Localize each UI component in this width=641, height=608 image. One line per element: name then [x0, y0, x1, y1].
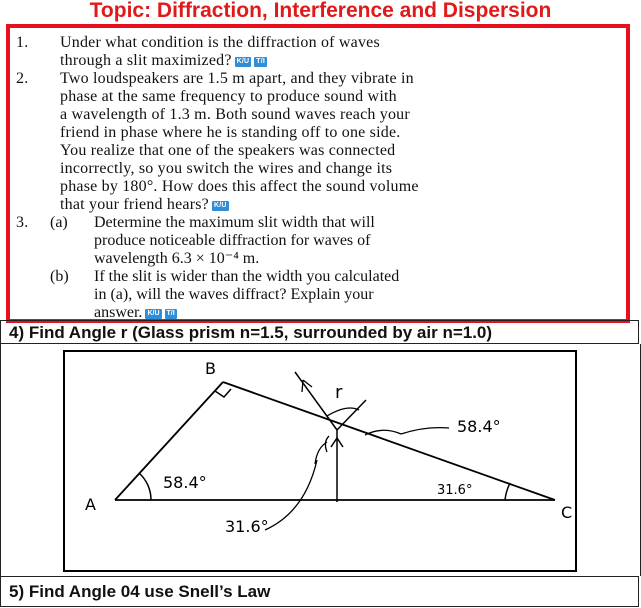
vertex-c-label: C: [561, 503, 573, 522]
normal-extension: [337, 400, 366, 430]
question-line: wavelength 6.3 × 10⁻⁴ m.: [94, 250, 260, 267]
right-angle-marker: [215, 389, 231, 397]
question-line: answer.: [94, 304, 143, 321]
angle-bottom-label: 31.6°: [225, 517, 269, 536]
vertex-a-label: A: [85, 495, 96, 514]
questions-box: [6, 24, 630, 323]
problem-4-figure-cell: [0, 344, 641, 576]
question-line: If the slit is wider than the width you calculated: [94, 268, 400, 285]
question-line-last: [60, 196, 620, 214]
question-line-last: [60, 52, 620, 70]
refracted-ray: [295, 372, 337, 430]
vertex-b-label: B: [205, 359, 216, 378]
angle-a-label: 58.4°: [163, 473, 207, 492]
problem-4-heading: 4) Find Angle r (Glass prism n=1.5, surrounded by air n=1.0): [0, 320, 639, 344]
prism-diagram-frame: [63, 350, 577, 572]
question-number: 2.: [16, 70, 29, 87]
part-label: (b): [50, 268, 69, 285]
question-line: You realize that one of the speakers was connected: [60, 142, 396, 159]
leader-line: [401, 428, 449, 434]
angle-right-label: 58.4°: [457, 417, 501, 436]
question-number: 3.: [16, 214, 29, 231]
prism-diagram: [65, 352, 575, 570]
problem-5-heading: 5) Find Angle 04 use Snell’s Law: [0, 576, 639, 607]
part-label: (a): [50, 214, 68, 231]
angle-r-label: r: [335, 382, 343, 403]
question-line: that your friend hears?: [60, 196, 209, 213]
ku-badge: K/U: [236, 58, 250, 65]
question-line: Determine the maximum slit width that will: [94, 214, 375, 231]
arrowhead: [302, 380, 312, 392]
question-number: 1.: [16, 34, 29, 51]
question-line: through a slit maximized?: [60, 52, 232, 69]
part-text: [94, 214, 614, 268]
page-title: Topic: Diffraction, Interference and Dispersion: [89, 0, 552, 22]
question-line: in (a), will the waves diffract? Explain your: [94, 286, 374, 303]
ku-badge: K/U: [213, 202, 227, 209]
ti-badge: T/I: [166, 310, 175, 317]
question-line: Two loudspeakers are 1.5 m apart, and they vibrate in: [60, 70, 414, 87]
question-text: [60, 34, 620, 70]
part-text: [94, 268, 614, 322]
question-line: Under what condition is the diffraction of waves: [60, 34, 380, 51]
question-line: friend in phase where he is standing off to one side.: [60, 124, 401, 141]
question-line: phase by 180°. How does this affect the sound volume: [60, 178, 419, 195]
question-line: incorrectly, so you switch the wires and change its: [60, 160, 393, 177]
question-text: [60, 70, 620, 214]
question-line: phase at the same frequency to produce sound with: [60, 88, 397, 105]
angle-c-label: 31.6°: [437, 483, 473, 498]
prism-right-side: [223, 382, 555, 500]
leader-line: [265, 460, 317, 530]
ku-badge: K/U: [147, 310, 160, 317]
inner-angle-arc: [325, 436, 329, 452]
angle-a-arc: [139, 473, 151, 500]
question-line: a wavelength of 1.3 m. Both sound waves reach your: [60, 106, 410, 123]
question-line: produce noticeable diffraction for waves of: [94, 232, 371, 249]
ti-badge: T/I: [256, 58, 266, 65]
angle-c-arc: [505, 483, 510, 500]
